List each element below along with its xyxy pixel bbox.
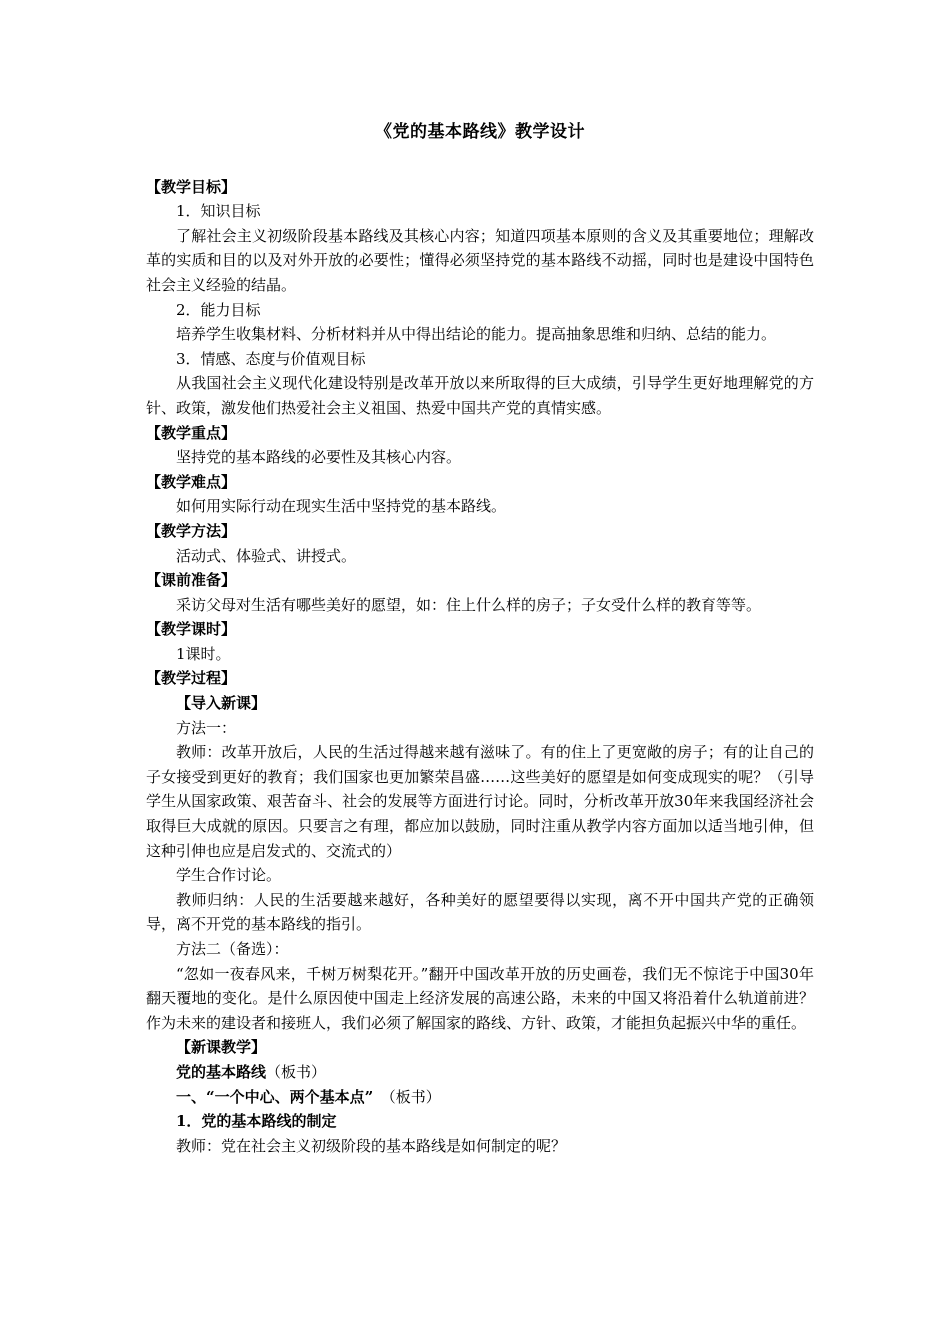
method1-label: 方法一： bbox=[176, 718, 237, 737]
sub1-heading: 1．党的基本路线的制定 bbox=[176, 1112, 337, 1131]
board-line-2-title: 一、“一个中心、两个基本点” bbox=[176, 1087, 374, 1106]
difficult-text: 如何用实际行动在现实生活中坚持党的基本路线。 bbox=[176, 497, 507, 516]
goal2-text: 培养学生收集材料、分析材料并从中得出结论的能力。提高抽象思维和归纳、总结的能力。 bbox=[176, 325, 777, 344]
board-line-1-title: 党的基本路线 bbox=[176, 1062, 267, 1081]
goal2-heading: 2．能力目标 bbox=[176, 300, 261, 319]
intro-heading: 【导入新课】 bbox=[176, 694, 267, 713]
goal1-heading: 1．知识目标 bbox=[176, 202, 261, 221]
method2-label: 方法二（备选）： bbox=[176, 940, 289, 958]
method1-students-text: 学生合作讨论。 bbox=[176, 866, 282, 885]
document-page bbox=[146, 120, 814, 1158]
goal1-text: 了解社会主义初级阶段基本路线及其核心内容；知道四项基本原则的含义及其重要地位；理解改革的实质和目的以及对外开放的必要性；懂得必须坚持党的基本路线不动摇，同时也是建设中国特色社会主义经验的结晶。 bbox=[146, 226, 814, 294]
goals-heading: 【教学目标】 bbox=[146, 177, 237, 196]
new-lesson-heading: 【新课教学】 bbox=[176, 1038, 267, 1057]
method-text: 活动式、体验式、讲授式。 bbox=[176, 546, 357, 565]
board-line-2 bbox=[146, 1085, 814, 1110]
method2-text: “忽如一夜春风来，千树万树梨花开。”翻开中国改革开放的历史画卷，我们无不惊诧于中国30年翻天覆地的变化。是什么原因使中国走上经济发展的高速公路，未来的中国又将沿着什么轨道前进？作为未来的建设者和接班人，我们必须了解国家的路线、方针、政策，才能担负起振兴中华的重任。 bbox=[146, 964, 814, 1032]
method-heading: 【教学方法】 bbox=[146, 521, 237, 540]
goal3-heading: 3．情感、态度与价值观目标 bbox=[176, 349, 366, 368]
sub1-teacher-text: 教师：党在社会主义初级阶段的基本路线是如何制定的呢？ bbox=[176, 1136, 567, 1155]
board-line-1 bbox=[146, 1060, 814, 1085]
goal3-text: 从我国社会主义现代化建设特别是改革开放以来所取得的巨大成绩，引导学生更好地理解党的方针、政策，激发他们热爱社会主义祖国、热爱中国共产党的真情实感。 bbox=[146, 374, 814, 417]
prep-text: 采访父母对生活有哪些美好的愿望，如：住上什么样的房子；子女受什么样的教育等等。 bbox=[176, 595, 762, 614]
board-line-2-note: （板书） bbox=[373, 1087, 441, 1106]
difficult-heading: 【教学难点】 bbox=[146, 472, 237, 491]
key-heading: 【教学重点】 bbox=[146, 423, 237, 442]
board-line-1-note: （板书） bbox=[266, 1062, 327, 1081]
prep-heading: 【课前准备】 bbox=[146, 571, 237, 590]
document-title: 《党的基本路线》教学设计 bbox=[375, 122, 585, 142]
hours-heading: 【教学课时】 bbox=[146, 620, 237, 639]
method1-teacher-text: 教师：改革开放后，人民的生活过得越来越有滋味了。有的住上了更宽敞的房子；有的让自己的子女接受到更好的教育；我们国家也更加繁荣昌盛……这些美好的愿望是如何变成现实的呢？（引导学生从国家政策、艰苦奋斗、社会的发展等方面进行讨论。同时，分析改革开放30年来我国经济社会取得巨大成就的原因。只要言之有理，都应加以鼓励，同时注重从教学内容方面加以适当地引伸，但这种引伸也应是启发式的、交流式的） bbox=[146, 743, 814, 860]
hours-text: 1课时。 bbox=[176, 644, 231, 663]
process-heading: 【教学过程】 bbox=[146, 669, 237, 688]
method1-summary-text: 教师归纳：人民的生活要越来越好，各种美好的愿望要得以实现，离不开中国共产党的正确领导，离不开党的基本路线的指引。 bbox=[146, 890, 814, 934]
key-text: 坚持党的基本路线的必要性及其核心内容。 bbox=[176, 448, 462, 467]
